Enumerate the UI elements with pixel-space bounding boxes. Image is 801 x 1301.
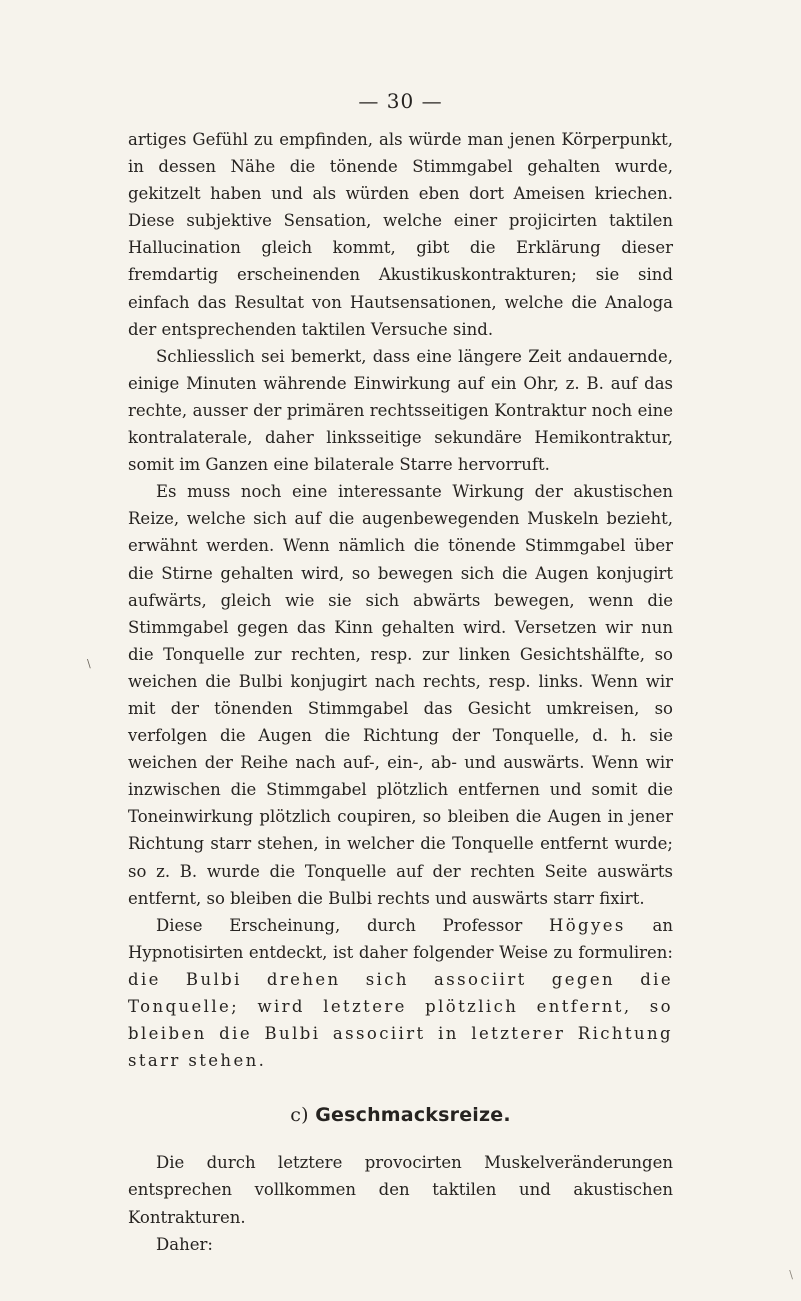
paragraph-1: artiges Gefühl zu empfinden, als würde man jenen Körperpunkt, in dessen Nähe die tönende Stimmgabel gehalten wurde, gekitzelt haben und als würden eben dort Ameisen kriechen. Diese subjektive Sensation, welche einer projicirten taktilen Hallucination gleich kommt, gibt die Erklärung dieser fremdartig erscheinenden Akustikuskontrakturen; sie sind einfach das Resultat von Hautsensationen, welche die Analoga der entsprechenden taktilen Versuche sind.	[128, 130, 673, 339]
margin-mark: \	[87, 657, 91, 670]
corner-mark: \	[789, 1268, 793, 1281]
hoegyes-lead: Diese Erscheinung, durch Professor	[156, 915, 549, 935]
hoegyes-name: Högyes	[548, 915, 626, 935]
hoegyes-middle: an Hypnotisirten entdeckt, ist daher folgender Weise zu formuliren:	[128, 915, 673, 962]
paragraph-2: Schliesslich sei bemerkt, dass eine längere Zeit andauernde, einige Minuten währende Einwirkung auf ein Ohr, z. B. auf das rechte, ausser der primären rechtsseitigen Kontraktur noch eine kontralaterale, daher linksseitige sekundäre Hemikontraktur, somit im Ganzen eine bilaterale Starre hervorruft.	[128, 346, 673, 475]
section-heading	[128, 1102, 673, 1129]
paragraph-3: Es muss noch eine interessante Wirkung der akustischen Reize, welche sich auf die augenbewegenden Muskeln bezieht, erwähnt werden. Wenn nämlich die tönende Stimmgabel über die Stirne gehalten wird, so bewegen sich die Augen konjugirt aufwärts, gleich wie sie sich abwärts bewegen, wenn die Stimmgabel gegen das Kinn gehalten wird. Versetzen wir nun die Tonquelle zur rechten, resp. zur linken Gesichtshälfte, so weichen die Bulbi konjugirt nach rechts, resp. links. Wenn wir mit der tönenden Stimmgabel das Gesicht umkreisen, so verfolgen die Augen die Richtung der Tonquelle, d. h. sie weichen der Reihe nach auf-, ein-, ab- und auswärts. Wenn wir inzwischen die Stimmgabel plötzlich entfernen und somit die Toneinwirkung plötzlich coupiren, so bleiben die Augen in jener Richtung starr stehen, in welcher die Tonquelle entfernt wurde; so z. B. wurde die Tonquelle auf der rechten Seite auswärts entfernt, so bleiben die Bulbi rechts und auswärts starr fixirt.	[128, 482, 673, 908]
body-text	[128, 126, 673, 1258]
section-title: Geschmacksreize.	[315, 1104, 511, 1127]
hoegyes-rule: die Bulbi drehen sich associirt gegen die Tonquelle; wird letztere plötzlich entfernt, so bleiben die Bulbi associirt in letzterer Richtung starr stehen.	[128, 969, 673, 1071]
page-number: — 30 —	[358, 89, 443, 113]
paragraph-closing: Die durch letztere provocirten Muskelveränderungen entsprechen vollkommen den taktilen und akustischen Kontrakturen.	[128, 1153, 673, 1227]
paragraph-hoegyes	[128, 912, 673, 1075]
paragraph-daher: Daher:	[156, 1234, 213, 1254]
section-label: c)	[290, 1104, 309, 1127]
